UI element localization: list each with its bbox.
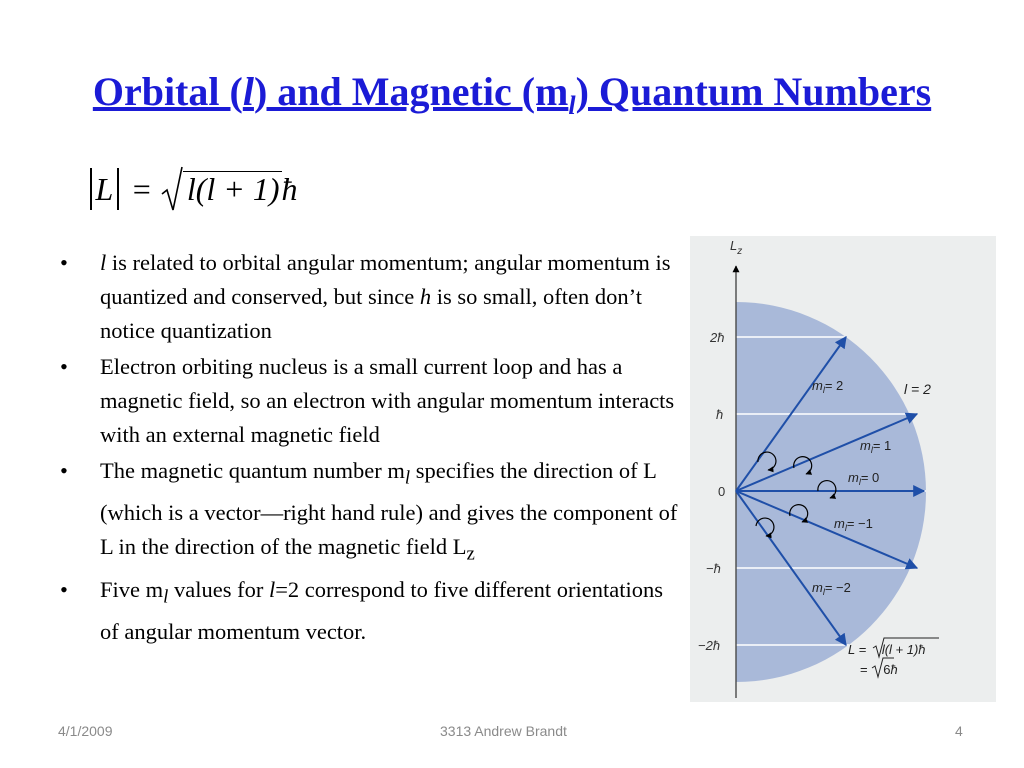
bullet4-text1: Five m — [100, 577, 164, 602]
lz-axis-label: $L_z$ — [730, 238, 743, 257]
diagram-svg — [690, 236, 996, 702]
abs-bar-left — [90, 168, 92, 210]
bullet4-text3: =2 correspond to five different orientations of angular momentum vector. — [100, 577, 664, 644]
sqrt-expression — [161, 166, 282, 212]
title-part3: ) Quantum Numbers — [575, 69, 932, 114]
title-sub-l: l — [568, 91, 576, 120]
footer-page-number: 4 — [955, 723, 963, 739]
bullet-item-4 — [60, 573, 680, 649]
L-magnitude-equation — [848, 638, 939, 677]
bullet2-text: Electron orbiting nucleus is a small current loop and has a magnetic field, so an electron with angular momentum interacts with an external magnetic field — [100, 354, 675, 447]
bullet-item-3 — [60, 454, 680, 571]
ml-label-minus-2: $m_l= -2$ — [812, 580, 851, 597]
bullet-dot: • — [60, 354, 68, 379]
angular-momentum-formula — [86, 162, 298, 216]
bullet-dot: • — [60, 458, 68, 483]
formula-equals: = — [132, 170, 151, 207]
formula-radicand: l(l + 1) — [183, 171, 282, 207]
bullet4-sub-l: l — [163, 586, 169, 608]
abs-bar-right — [117, 168, 119, 210]
bullet1-h-italic: h — [419, 284, 432, 309]
bullet-item-1 — [60, 246, 680, 348]
tick-label-minus-2hbar: −2ħ — [698, 638, 721, 653]
bullet-item-2 — [60, 350, 680, 452]
title-part2: ) and Magnetic (m — [253, 69, 569, 114]
sqrt-sign-icon — [161, 166, 183, 212]
bullet3-text1: The magnetic quantum number m — [100, 458, 405, 483]
bullet1-text1: is related to orbital angular momentum; angular momentum is quantized and conserved, but since — [100, 250, 671, 309]
bullet-list — [60, 246, 680, 651]
formula-hbar: ħ — [281, 170, 298, 207]
quantization-diagram — [690, 236, 996, 702]
tick-label-2hbar: 2ħ — [710, 330, 725, 345]
bullet4-text2: values for — [168, 577, 269, 602]
ml-label-0: $m_l= 0$ — [848, 470, 880, 487]
title-l-italic: l — [242, 69, 254, 114]
L-eq-line2: = 6ħ — [860, 662, 898, 677]
bullet3-text2: specifies the direction of L (which is a vector—right hand rule) and gives the component of L in the direction of the magnetic field L — [100, 458, 678, 559]
formula-lhs: L — [95, 170, 114, 207]
bullet3-sub-l: l — [404, 467, 411, 489]
ml-label-2: $m_l= 2$ — [812, 378, 844, 395]
bullet-dot: • — [60, 577, 68, 602]
title-part1: Orbital ( — [92, 69, 243, 114]
footer-date: 4/1/2009 — [58, 723, 113, 739]
ml-label-1: $m_l= 1$ — [860, 438, 892, 455]
l-equals-2-label: l = 2 — [904, 381, 931, 397]
tick-label-hbar: ħ — [716, 407, 724, 422]
bullet4-l-italic: l — [268, 577, 276, 602]
bullet3-sub-z: z — [466, 543, 475, 564]
slide-title — [0, 70, 1024, 121]
footer-center: 3313 Andrew Brandt — [440, 723, 567, 739]
L-eq-line1: L = l(l + 1)ħ — [848, 642, 926, 657]
bullet1-l-italic: l — [100, 250, 107, 275]
tick-label-zero: 0 — [718, 484, 726, 499]
tick-label-minus-hbar: −ħ — [706, 561, 721, 576]
bullet1-text2: is so small, often don’t notice quantization — [100, 284, 642, 343]
ml-label-minus-1: $m_l= -1$ — [834, 516, 873, 533]
bullet-dot: • — [60, 250, 68, 275]
